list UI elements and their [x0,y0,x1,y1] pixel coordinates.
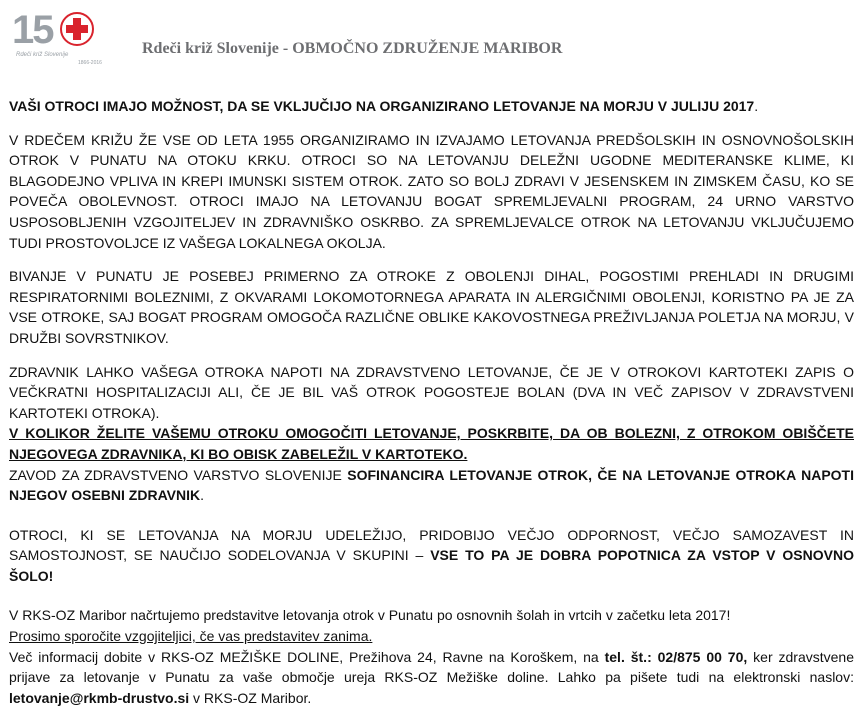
paragraph-contact: Več informacij dobite v RKS-OZ MEŽIŠKE DOLINE, Prežihova 24, Ravne na Koroškem, na tel. št.: 02/875 00 70, ker zdravstvene prijave za letovanje v Punatu za vaše območje ureja RKS-OZ Mežiške doline. Lahko pa pišete tudi na elektronski naslov: letovanje@rkmb-drustvo.si v RKS-OZ Maribor. [9,648,854,706]
paragraph-presentations: V RKS-OZ Maribor načrtujemo predstavitve letovanja otrok v Punatu po osnovnih šolah in vrtcih v začetku leta 2017! Prosimo sporočite vzgojiteljici, če vas predstavitev zanima. [9,607,731,645]
logo-tagline: Rdeči križ Slovenije [16,52,69,58]
document-body [9,96,854,708]
contact-phone: tel. št.: 02/875 00 70, [604,648,748,665]
paragraph-history: V RDEČEM KRIŽU ŽE VSE OD LETA 1955 ORGANIZIRAMO IN IZVAJAMO LETOVANJA PREDŠOLSKIH IN OSNOVNOŠOLSKIH OTROK V PUNATU NA OTOKU KRKU. OTROCI SO NA LETOVANJU DELEŽNI UGODNE MEDITERANSKE KLIME, KI BLAGODEJNO VPLIVA IN KREPI IMUNSKI SISTEM OTROK. ZATO SO BOLJ ZDRAVI V JESENSKEM IN ZIMSKEM ČASU, KO SE POVEČA OBOLEVNOST. OTROCI IMAJO NA LETOVANJU BOGAT SPREMLJEVALNI PROGRAM, 24 URNO VARSTVO USPOSOBLJENIH VZGOJITELJEV IN ZDRAVNIŠKO OSKRBO. ZA SPREMLJEVALCE OTROK NA LETOVANJU VKLJUČUJEMO TUDI PROSTOVOLJCE IZ VAŠEGA LOKALNEGA OKOLJA. [9,131,854,251]
contact-email[interactable]: letovanje@rkmb-drustvo.si [9,689,190,706]
presentation-request: Prosimo sporočite vzgojiteljici, če vas predstavitev zanima. [9,628,373,645]
headline: VAŠI OTROCI IMAJO MOŽNOST, DA SE VKLJUČIJO NA ORGANIZIRANO LETOVANJE NA MORJU V JULIJU 2017. [9,98,759,114]
paragraph-visit-doctor: V KOLIKOR ŽELITE VAŠEMU OTROKU OMOGOČITI LETOVANJE, POSKRBITE, DA OB BOLEZNI, Z OTROKOM OBIŠČETE NJEGOVEGA ZDRAVNIKA, KI BO OBISK ZABELEŽIL V KARTOTEKO. [9,425,854,462]
red-cross-icon [60,12,94,46]
paragraph-punat-stay: BIVANJE V PUNATU JE POSEBEJ PRIMERNO ZA OTROKE Z OBOLENJI DIHAL, POGOSTIMI PREHLADI IN DRUGIMI RESPIRATORNIMI BOLEZNIMI, Z OKVARAMI LOKOMOTORNEGA APARATA IN ALERGIČNIMI OBOLENJI, KORISTNO PA JE ZA VSE OTROKE, SAJ BOGAT PROGRAM OMOGOČA RAZLIČNE OBLIKE KAKOVOSTNEGA PREŽIVLJANJA POLETJA NA MORJU, V DRUŽBI SOVRSTNIKOV. [9,268,854,346]
logo-anniversary-number: 15 [12,8,53,52]
red-cross-150-logo [12,8,122,70]
paragraph-doctor-referral: ZDRAVNIK LAHKO VAŠEGA OTROKA NAPOTI NA ZDRAVSTVENO LETOVANJE, ČE JE V OTROKOVI KARTOTEKI ZAPIS O VEČKRATNI HOSPITALIZACIJI ALI, ČE JE BIL VAŠ OTROK POGOSTEJE BOLAN (DVA IN VEČ ZAPISOV V ZDRAVSTVENI KARTOTEKI OTROKA). [9,363,854,421]
paragraph-cofinancing: ZAVOD ZA ZDRAVSTVENO VARSTVO SLOVENIJE SOFINANCIRA LETOVANJE OTROK, ČE NA LETOVANJE OTROKA NAPOTI NJEGOV OSEBNI ZDRAVNIK. [9,466,854,504]
paragraph-benefits: OTROCI, KI SE LETOVANJA NA MORJU UDELEŽIJO, PRIDOBIJO VEČJO ODPORNOST, VEČJO SAMOZAVEST IN SAMOSTOJNOST, SE NAUČIJO SODELOVANJA V SKUPINI – VSE TO PA JE DOBRA POPOTNICA ZA VSTOP V OSNOVNO ŠOLO! [9,526,854,584]
logo-years: 1866-2016 [78,60,102,66]
organization-title: Rdeči križ Slovenije - OBMOČNO ZDRUŽENJE MARIBOR [142,40,563,57]
